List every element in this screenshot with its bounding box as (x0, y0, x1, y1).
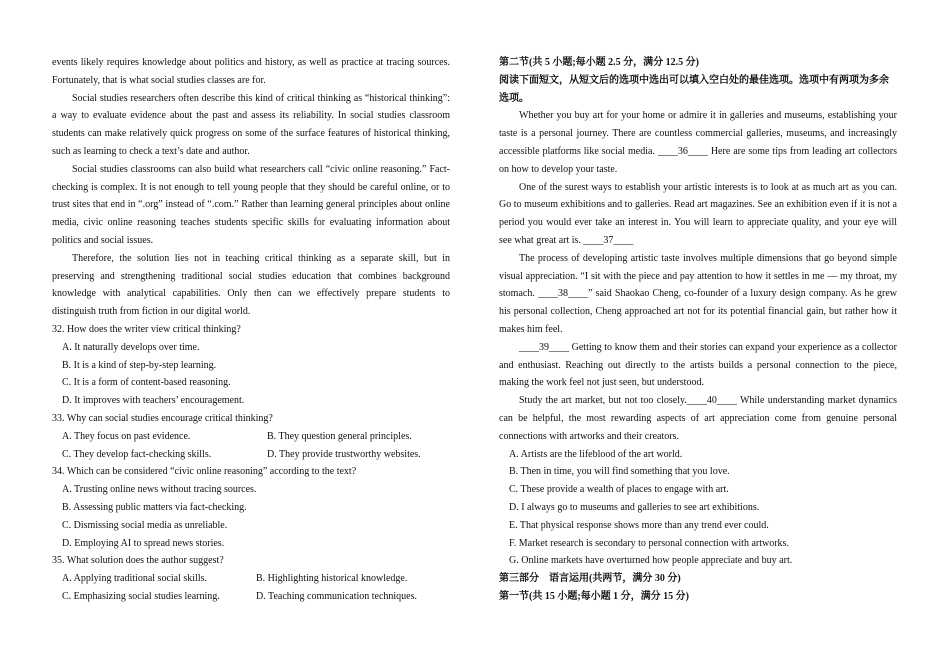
option-b: B. It is a kind of step-by-step learning. (62, 359, 217, 371)
passage-paragraph: events likely requires knowledge about politics and history, as well as practice at tracing sources. Fortunately, that is what social studies classes are for. (52, 57, 450, 86)
question-stem: 32. How does the writer view critical thinking? (52, 323, 241, 335)
option-b: B. Assessing public matters via fact-checking. (62, 501, 247, 513)
option-c: C. These provide a wealth of places to engage with art. (509, 484, 729, 496)
option-c: C. They develop fact-checking skills. (62, 448, 212, 460)
option-a: A. It naturally develops over time. (62, 341, 200, 353)
option-c: C. Emphasizing social studies learning. (62, 590, 220, 602)
question-stem: 35. What solution does the author suggest? (52, 555, 224, 567)
left-column (52, 54, 450, 606)
question-33 (52, 410, 450, 463)
passage-paragraph: The process of developing artistic taste involves multiple dimensions that go beyond simple visual appreciation. “I sit with the piece and pay attention to how it settles in me — my throat, my stomach. ____38____” said Shaokao Cheng, co-founder of a luxury design company. As he grew his personal collection, Cheng approached art not for its potential financial gain, but rather how it makes him feel. (499, 252, 897, 335)
passage-paragraph: Study the art market, but not too closely.____40____ While understanding market dynamics can be helpful, the most rewarding aspects of art appreciation come from genuine personal connections with artworks and their creators. (499, 395, 897, 442)
question-35 (52, 552, 450, 605)
option-list (499, 446, 897, 571)
section-title: 第二节(共 5 小题;每小题 2.5 分，满分 12.5 分) (499, 57, 699, 68)
option-b: B. They question general principles. (267, 430, 412, 442)
option-a: A. They focus on past evidence. (62, 430, 191, 442)
option-f: F. Market research is secondary to personal connection with artworks. (509, 537, 789, 549)
passage-paragraph: Social studies researchers often describe this kind of critical thinking as “historical thinking”: a way to evaluate evidence about the past and assess its reliability. In social studies classroom students can make relatively quick progress on some of the surface features of historical thinking, such as learning to check a text’s date and author. (52, 92, 450, 157)
option-d: D. I always go to museums and galleries to see art exhibitions. (509, 501, 760, 513)
question-34 (52, 463, 450, 552)
option-d: D. It improves with teachers’ encouragement. (62, 395, 245, 407)
question-stem: 33. Why can social studies encourage critical thinking? (52, 412, 273, 424)
option-b: B. Highlighting historical knowledge. (256, 573, 408, 585)
option-e: E. That physical response shows more than any trend ever could. (509, 519, 769, 531)
option-d: D. They provide trustworthy websites. (267, 448, 421, 460)
option-a: A. Trusting online news without tracing sources. (62, 484, 257, 496)
option-a: A. Artists are the lifeblood of the art world. (509, 448, 683, 460)
right-column (499, 54, 897, 606)
option-c: C. Dismissing social media as unreliable. (62, 519, 228, 531)
option-b: B. Then in time, you will find something that you love. (509, 466, 730, 478)
passage-paragraph: One of the surest ways to establish your artistic interests is to look at as much art as you can. Go to museum exhibitions and to galleries. Read art magazines. See an exhibition even if it is not a period you would ever take an interest in. You will learn to appreciate quality, and your eye will see what great art is. ____37____ (499, 181, 897, 246)
option-a: A. Applying traditional social skills. (62, 573, 207, 585)
part3-title: 第三部分 语言运用(共两节，满分 30 分) (499, 573, 681, 585)
section1-title: 第一节(共 15 小题;每小题 1 分，满分 15 分) (499, 590, 689, 602)
option-c: C. It is a form of content-based reasoning. (62, 377, 231, 389)
passage-paragraph: Social studies classrooms can also build what researchers call “civic online reasoning.” Fact-checking is complex. It is not enough to tell young people that they should be careful online, or to trust sites that end in “.org” instead of “.com.” Rather than learning general principles about online media, civic online reasoning teaches students specific skills for evaluating information about politics and social issues. (52, 163, 450, 246)
passage-paragraph: Therefore, the solution lies not in teaching critical thinking as a separate skill, but in preserving and strengthening traditional social studies education that combines background knowledge with analytical capabilities. Only then can we effectively prepare students to distinguish truth from fiction in our digital world. (52, 252, 450, 318)
passage-paragraph: Whether you buy art for your home or admire it in galleries and museums, establishing your taste is a personal journey. There are countless commercial galleries, museums, and increasingly accessible platforms like social media. ____36____ Here are some tips from leading art collectors on how to develop your taste. (499, 110, 897, 175)
option-d: D. Employing AI to spread news stories. (62, 537, 225, 549)
option-d: D. Teaching communication techniques. (256, 590, 418, 602)
section-instructions: 阅读下面短文，从短文后的选项中选出可以填入空白处的最佳选项。选项中有两项为多余选项。 (499, 74, 889, 104)
passage-paragraph: ____39____ Getting to know them and their stories can expand your experience as a collector and enthusiast. Reaching out directly to the artists builds a personal connection to the piece, making the work feel not just seen, but understood. (499, 341, 897, 389)
question-stem: 34. Which can be considered “civic online reasoning” according to the text? (52, 466, 357, 478)
question-32 (52, 321, 450, 410)
option-g: G. Online markets have overturned how people appreciate and buy art. (509, 555, 793, 567)
